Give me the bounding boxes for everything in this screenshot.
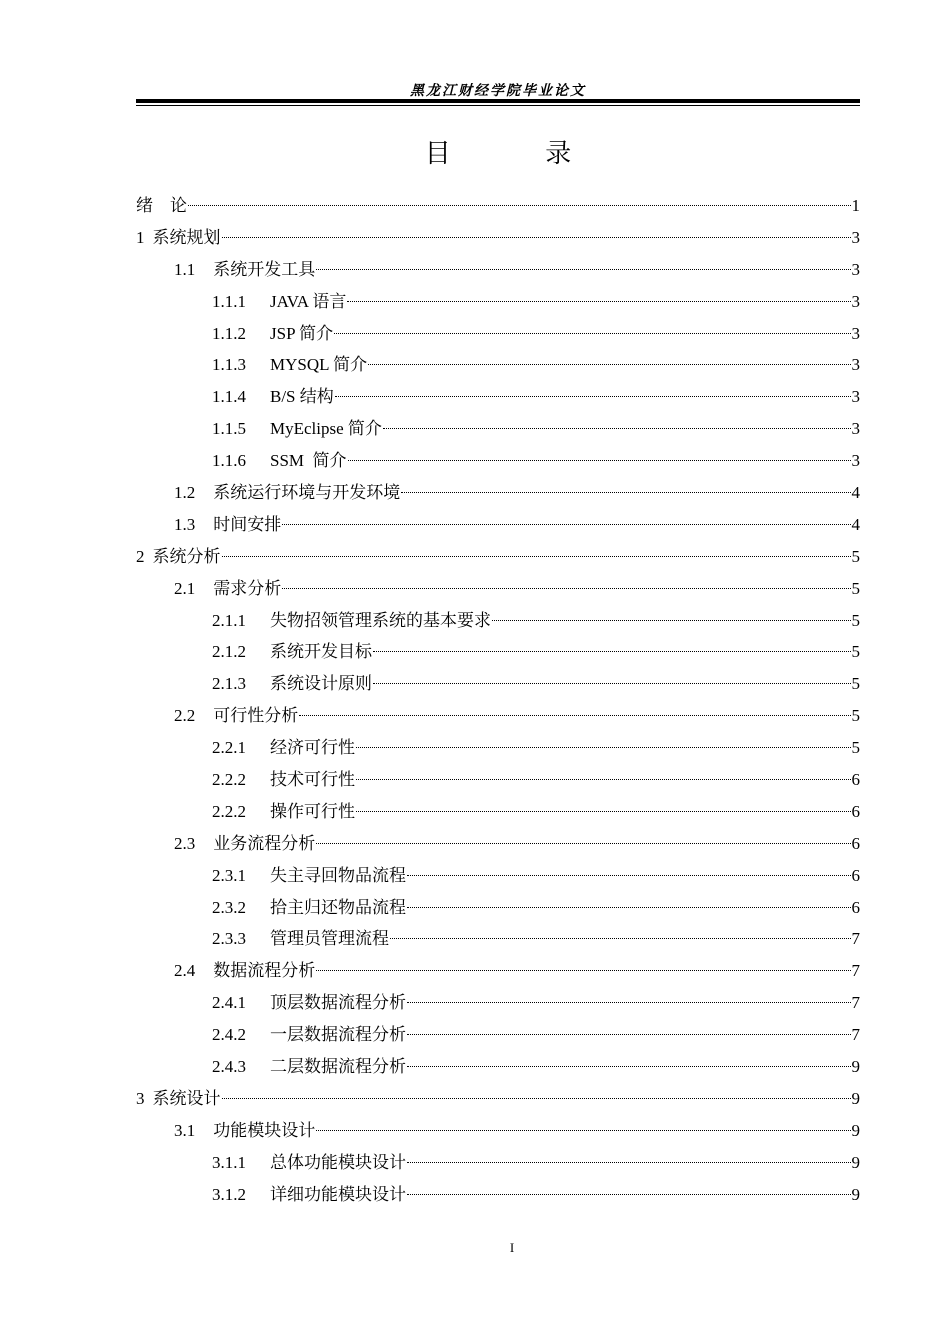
toc-entry-number: 1.1 bbox=[174, 259, 196, 279]
dot-leader bbox=[222, 237, 851, 238]
toc-entry[interactable] bbox=[136, 764, 860, 796]
toc-entry-page: 5 bbox=[851, 706, 860, 726]
toc-entry-number: 2.1.2 bbox=[212, 642, 246, 662]
toc-entry-page: 1 bbox=[851, 196, 860, 215]
toc-entry[interactable] bbox=[136, 605, 860, 637]
toc-entry-page: 9 bbox=[851, 1088, 860, 1108]
toc-entry-title: 失物招领管理系统的基本要求 bbox=[270, 610, 491, 630]
toc-entry-page: 3 bbox=[851, 291, 860, 311]
header-rule-thick bbox=[136, 99, 860, 103]
dot-leader bbox=[407, 1194, 851, 1195]
toc-entry-page: 7 bbox=[851, 1025, 860, 1045]
toc-entry-page: 5 bbox=[851, 546, 860, 566]
toc-entry-number: 2.1.1 bbox=[212, 610, 246, 630]
toc-entry-number: 3.1.1 bbox=[212, 1152, 246, 1172]
toc-entry[interactable] bbox=[136, 1019, 860, 1051]
toc-entry[interactable] bbox=[136, 732, 860, 764]
page-number: I bbox=[509, 1240, 515, 1255]
toc-entry-number: 1.2 bbox=[174, 483, 196, 503]
dot-leader bbox=[222, 1098, 851, 1099]
toc-entry-number: 2.3 bbox=[174, 833, 196, 853]
toc-entry-title: 需求分析 bbox=[213, 578, 282, 598]
toc-entry[interactable] bbox=[136, 477, 860, 509]
toc-entry-title: JAVA 语言 bbox=[270, 291, 347, 311]
toc-entry[interactable] bbox=[136, 987, 860, 1019]
toc-entry-number: 1.1.1 bbox=[212, 291, 246, 311]
dot-leader bbox=[348, 460, 851, 461]
dot-leader bbox=[222, 556, 851, 557]
toc-entry-title: 一层数据流程分析 bbox=[270, 1025, 406, 1045]
running-header: 黑龙江财经学院毕业论文 bbox=[410, 84, 586, 99]
toc-entry[interactable] bbox=[136, 509, 860, 541]
toc-entry-title: 可行性分析 bbox=[213, 706, 299, 726]
toc-entry-title: 经济可行性 bbox=[270, 738, 355, 758]
dot-leader bbox=[401, 492, 850, 493]
dot-leader bbox=[334, 333, 850, 334]
toc-entry-page: 3 bbox=[851, 323, 860, 343]
dot-leader bbox=[316, 843, 850, 844]
toc-entry-page: 9 bbox=[851, 1184, 860, 1204]
toc-entry-page: 3 bbox=[851, 355, 860, 375]
toc-entry-title: JSP 简介 bbox=[270, 323, 334, 343]
toc-entry-number: 2.1 bbox=[174, 578, 196, 598]
toc-entry-number: 2.3.3 bbox=[212, 929, 246, 949]
toc-entry-number: 2.4.3 bbox=[212, 1057, 246, 1077]
dot-leader bbox=[282, 524, 850, 525]
toc-entry-title: 功能模块设计 bbox=[213, 1120, 316, 1140]
toc-entry-page: 5 bbox=[851, 674, 860, 694]
table-of-contents bbox=[136, 190, 860, 1211]
toc-entry-page: 7 bbox=[851, 993, 860, 1013]
dot-leader bbox=[368, 364, 850, 365]
toc-entry[interactable] bbox=[136, 923, 860, 955]
dot-leader bbox=[383, 428, 851, 429]
toc-entry-title: 拾主归还物品流程 bbox=[270, 897, 406, 917]
toc-entry-number: 2.2 bbox=[174, 706, 196, 726]
toc-entry[interactable] bbox=[136, 349, 860, 381]
dot-leader bbox=[390, 938, 851, 939]
toc-entry[interactable] bbox=[136, 1179, 860, 1211]
toc-entry-title: 业务流程分析 bbox=[213, 833, 316, 853]
toc-entry-page: 3 bbox=[851, 259, 860, 279]
toc-entry-page: 5 bbox=[851, 578, 860, 598]
toc-entry-number: 3.1.2 bbox=[212, 1184, 246, 1204]
toc-entry-title: 时间安排 bbox=[213, 514, 282, 534]
dot-leader bbox=[407, 1034, 851, 1035]
dot-leader bbox=[347, 301, 850, 302]
toc-entry[interactable] bbox=[136, 1115, 860, 1147]
dot-leader bbox=[282, 588, 850, 589]
toc-entry[interactable] bbox=[136, 636, 860, 668]
toc-entry-number: 1.1.6 bbox=[212, 451, 246, 471]
dot-leader bbox=[188, 205, 851, 206]
toc-entry-page: 6 bbox=[851, 801, 860, 821]
toc-entry-number: 3 bbox=[136, 1088, 145, 1108]
toc-entry-page: 6 bbox=[851, 770, 860, 790]
toc-entry-number: 2.4.2 bbox=[212, 1025, 246, 1045]
toc-entry[interactable] bbox=[136, 860, 860, 892]
toc-entry-title: 总体功能模块设计 bbox=[270, 1152, 406, 1172]
toc-entry-page: 3 bbox=[851, 451, 860, 471]
toc-entry-title: 管理员管理流程 bbox=[270, 929, 389, 949]
toc-entry[interactable] bbox=[136, 892, 860, 924]
toc-entry-page: 3 bbox=[851, 227, 860, 247]
toc-entry-title: 绪 论 bbox=[136, 196, 187, 215]
toc-entry-title: SSM 简介 bbox=[270, 451, 347, 471]
dot-leader bbox=[316, 1130, 850, 1131]
dot-leader bbox=[299, 715, 850, 716]
toc-entry-title: 系统运行环境与开发环境 bbox=[213, 483, 401, 503]
toc-entry-page: 3 bbox=[851, 419, 860, 439]
toc-entry-number: 2.2.1 bbox=[212, 738, 246, 758]
toc-entry-number: 1.3 bbox=[174, 514, 196, 534]
toc-entry[interactable] bbox=[136, 796, 860, 828]
toc-entry-title: 系统开发工具 bbox=[213, 259, 316, 279]
toc-entry[interactable] bbox=[136, 381, 860, 413]
toc-entry-title: 顶层数据流程分析 bbox=[270, 993, 406, 1013]
toc-entry-page: 9 bbox=[851, 1057, 860, 1077]
toc-entry-number: 3.1 bbox=[174, 1120, 196, 1140]
toc-entry-number: 2.2.2 bbox=[212, 770, 246, 790]
toc-entry[interactable] bbox=[136, 828, 860, 860]
dot-leader bbox=[356, 811, 851, 812]
toc-entry[interactable] bbox=[136, 190, 860, 222]
toc-entry-number: 2.3.1 bbox=[212, 865, 246, 885]
toc-entry[interactable] bbox=[136, 445, 860, 477]
toc-entry-number: 2 bbox=[136, 546, 145, 566]
dot-leader bbox=[407, 1162, 851, 1163]
toc-entry-title: 系统设计原则 bbox=[270, 674, 372, 694]
toc-entry-title: MYSQL 简介 bbox=[270, 355, 368, 375]
dot-leader bbox=[316, 970, 850, 971]
toc-entry[interactable] bbox=[136, 318, 860, 350]
toc-entry[interactable] bbox=[136, 1147, 860, 1179]
toc-entry-number: 1.1.4 bbox=[212, 387, 246, 407]
toc-entry-number: 1.1.2 bbox=[212, 323, 246, 343]
toc-entry-title: MyEclipse 简介 bbox=[270, 419, 382, 439]
toc-entry-number: 1.1.3 bbox=[212, 355, 246, 375]
toc-entry-page: 6 bbox=[851, 897, 860, 917]
toc-entry-page: 6 bbox=[851, 865, 860, 885]
dot-leader bbox=[492, 620, 851, 621]
toc-entry[interactable] bbox=[136, 541, 860, 573]
toc-entry-page: 9 bbox=[851, 1152, 860, 1172]
dot-leader bbox=[407, 1002, 851, 1003]
dot-leader bbox=[373, 683, 851, 684]
toc-entry-number: 2.4.1 bbox=[212, 993, 246, 1013]
toc-entry-page: 3 bbox=[851, 387, 860, 407]
toc-entry[interactable] bbox=[136, 1083, 860, 1115]
toc-entry-number: 2.2.2 bbox=[212, 801, 246, 821]
toc-entry-page: 5 bbox=[851, 642, 860, 662]
header-rule-thin bbox=[136, 105, 860, 106]
toc-entry[interactable] bbox=[136, 413, 860, 445]
toc-entry-page: 5 bbox=[851, 610, 860, 630]
toc-entry[interactable] bbox=[136, 573, 860, 605]
toc-entry-title: 系统设计 bbox=[152, 1088, 221, 1108]
toc-entry-page: 5 bbox=[851, 738, 860, 758]
toc-entry-title: 操作可行性 bbox=[270, 801, 355, 821]
toc-entry[interactable] bbox=[136, 286, 860, 318]
dot-leader bbox=[356, 747, 851, 748]
toc-entry-number: 1.1.5 bbox=[212, 419, 246, 439]
dot-leader bbox=[356, 779, 851, 780]
toc-entry-page: 4 bbox=[851, 514, 860, 534]
toc-entry-title: 技术可行性 bbox=[270, 770, 355, 790]
toc-entry[interactable] bbox=[136, 955, 860, 987]
toc-entry[interactable] bbox=[136, 700, 860, 732]
toc-entry[interactable] bbox=[136, 222, 860, 254]
toc-entry-title: 详细功能模块设计 bbox=[270, 1184, 406, 1204]
toc-entry-title: 失主寻回物品流程 bbox=[270, 865, 406, 885]
toc-entry-title: 二层数据流程分析 bbox=[270, 1057, 406, 1077]
toc-entry[interactable] bbox=[136, 1051, 860, 1083]
toc-entry-page: 6 bbox=[851, 833, 860, 853]
toc-entry-title: B/S 结构 bbox=[270, 387, 334, 407]
toc-entry-title: 系统开发目标 bbox=[270, 642, 372, 662]
toc-entry-page: 4 bbox=[851, 483, 860, 503]
dot-leader bbox=[407, 907, 851, 908]
toc-entry[interactable] bbox=[136, 254, 860, 286]
dot-leader bbox=[407, 875, 851, 876]
dot-leader bbox=[373, 651, 851, 652]
toc-entry-number: 2.1.3 bbox=[212, 674, 246, 694]
dot-leader bbox=[335, 396, 851, 397]
dot-leader bbox=[407, 1066, 851, 1067]
dot-leader bbox=[316, 269, 850, 270]
toc-title: 目 录 bbox=[424, 139, 616, 168]
toc-entry-title: 系统规划 bbox=[152, 227, 221, 247]
toc-entry-page: 7 bbox=[851, 961, 860, 981]
toc-entry-number: 2.3.2 bbox=[212, 897, 246, 917]
toc-entry-number: 2.4 bbox=[174, 961, 196, 981]
toc-entry-page: 7 bbox=[851, 929, 860, 949]
toc-entry-title: 数据流程分析 bbox=[213, 961, 316, 981]
toc-entry-number: 1 bbox=[136, 227, 145, 247]
toc-entry-page: 9 bbox=[851, 1120, 860, 1140]
toc-entry[interactable] bbox=[136, 668, 860, 700]
toc-entry-title: 系统分析 bbox=[152, 546, 221, 566]
